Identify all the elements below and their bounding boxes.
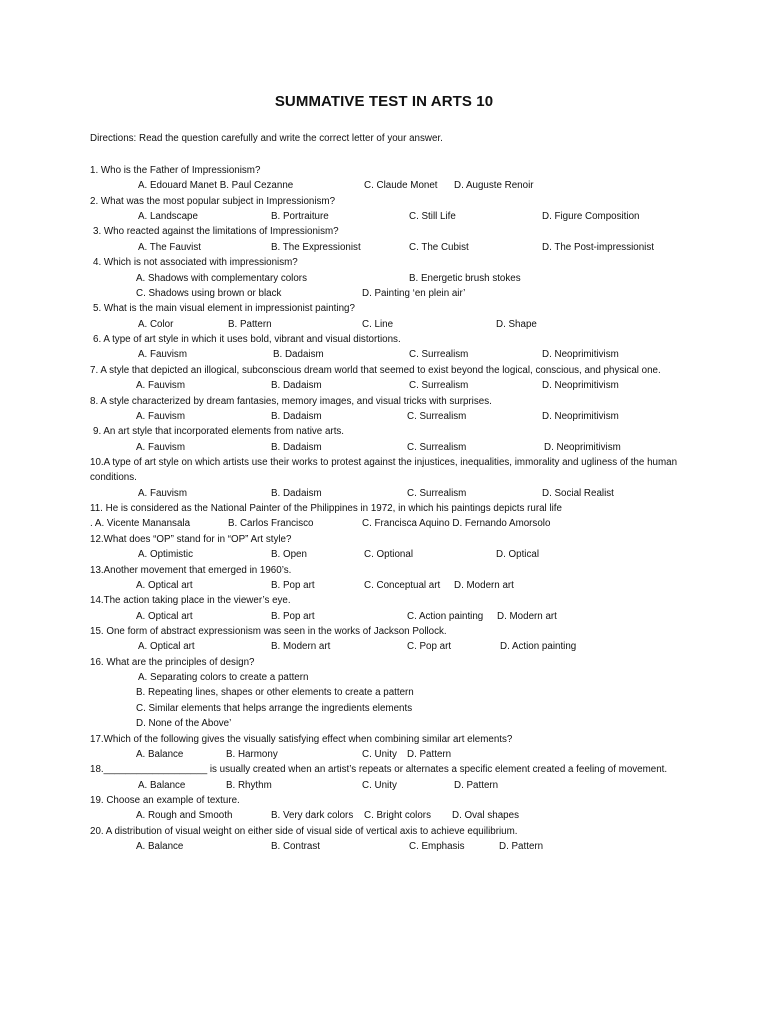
options-row bbox=[90, 547, 680, 562]
option: A. Landscape bbox=[138, 211, 198, 223]
question-2: 2. What was the most popular subject in Impressionism? bbox=[90, 195, 336, 207]
option: B. Very dark colors bbox=[271, 810, 354, 822]
option: A. Separating colors to create a pattern bbox=[138, 672, 309, 684]
option: C. Surrealism bbox=[409, 380, 469, 392]
option: D. Neoprimitivism bbox=[544, 441, 621, 453]
option: C. Unity bbox=[362, 748, 397, 760]
option: B. The Expressionist bbox=[271, 241, 361, 253]
options-row bbox=[90, 778, 680, 793]
option: A. Balance bbox=[136, 748, 184, 760]
option: D. Pattern bbox=[454, 779, 499, 791]
question-11: 11. He is considered as the National Painter of the Philippines in 1972, in which his paintings depicts rural life bbox=[90, 503, 562, 515]
directions-text: Directions: Read the question carefully and write the correct letter of your answer. bbox=[90, 133, 443, 144]
question-4: 4. Which is not associated with impressionism? bbox=[93, 257, 298, 269]
question-7: 7. A style that depicted an illogical, subconscious dream world that seemed to exist beyond the logical, conscious, and physical one. bbox=[90, 364, 661, 376]
option: B. Harmony bbox=[226, 748, 278, 760]
question-10: 10.A type of art style on which artists use their works to protest against the injustices, inequalities, immorality and ugliness of the human conditions. bbox=[90, 456, 678, 484]
option: C. Bright colors bbox=[364, 810, 431, 822]
option: D. Pattern bbox=[499, 841, 544, 853]
option: D. None of the Above’ bbox=[136, 718, 232, 730]
option: B. Rhythm bbox=[226, 779, 272, 791]
option: B. Dadaism bbox=[271, 410, 322, 422]
option: A. Fauvism bbox=[136, 410, 185, 422]
options-row bbox=[90, 808, 680, 823]
option: B. Repeating lines, shapes or other elements to create a pattern bbox=[136, 687, 414, 699]
question-9: 9. An art style that incorporated elements from native arts. bbox=[93, 426, 345, 438]
question-6: 6. A type of art style in which it uses bold, vibrant and visual distortions. bbox=[93, 334, 401, 346]
options-row bbox=[90, 409, 680, 424]
option: C. Conceptual art bbox=[364, 579, 441, 591]
option: C. Surrealism bbox=[407, 487, 467, 499]
option: C. The Cubist bbox=[409, 241, 469, 253]
option: A. Optical art bbox=[136, 610, 193, 622]
options-row bbox=[90, 639, 680, 654]
option: C. Pop art bbox=[407, 641, 452, 653]
options-row bbox=[90, 378, 680, 393]
option: D. Figure Composition bbox=[542, 211, 640, 223]
option: D. Neoprimitivism bbox=[542, 410, 619, 422]
option: B. Modern art bbox=[271, 641, 331, 653]
option: A. Balance bbox=[138, 779, 186, 791]
option: C. Still Life bbox=[409, 211, 456, 223]
option: C. Line bbox=[362, 318, 394, 330]
option: C. Similar elements that helps arrange the ingredients elements bbox=[136, 702, 413, 714]
option: B. Dadaism bbox=[273, 349, 324, 361]
option: A. The Fauvist bbox=[138, 241, 201, 253]
option: C. Surrealism bbox=[409, 349, 469, 361]
option: B. Dadaism bbox=[271, 487, 322, 499]
option: B. Contrast bbox=[271, 841, 321, 853]
options-row bbox=[90, 747, 680, 762]
option: B. Dadaism bbox=[271, 380, 322, 392]
question-13: 13.Another movement that emerged in 1960’s. bbox=[90, 564, 292, 576]
option: D. Modern art bbox=[497, 610, 557, 622]
question-14: 14.The action taking place in the viewer’s eye. bbox=[90, 595, 291, 607]
options-row bbox=[90, 286, 680, 301]
question-20: 20. A distribution of visual weight on either side of visual side of vertical axis to achieve equilibrium. bbox=[90, 825, 518, 837]
option: D. Oval shapes bbox=[452, 810, 519, 822]
question-17: 17.Which of the following gives the visually satisfying effect when combining similar art elements? bbox=[90, 733, 513, 745]
option: D. Optical bbox=[496, 549, 540, 561]
option: C. Surrealism bbox=[407, 441, 467, 453]
option: D. Auguste Renoir bbox=[454, 180, 534, 192]
options-row bbox=[90, 839, 680, 854]
option: A. Shadows with complementary colors bbox=[136, 272, 307, 284]
question-12: 12.What does “OP” stand for in “OP” Art style? bbox=[90, 533, 292, 545]
page-title: SUMMATIVE TEST IN ARTS 10 bbox=[274, 93, 494, 110]
option: D. Painting ‘en plein air’ bbox=[362, 287, 466, 299]
options-stack bbox=[90, 670, 680, 731]
option: . A. Vicente Manansala bbox=[90, 518, 191, 530]
option: C. Action painting bbox=[407, 610, 484, 622]
option: A. Optical art bbox=[138, 641, 195, 653]
options-row bbox=[90, 317, 680, 332]
options-row bbox=[90, 178, 680, 193]
option: B. Dadaism bbox=[271, 441, 322, 453]
question-18: 18.___________________ is usually created when an artist’s repeats or alternates a specific element created a feeling of movement. bbox=[90, 764, 668, 776]
option: B. Pop art bbox=[271, 610, 315, 622]
option: A. Fauvism bbox=[138, 487, 187, 499]
options-row bbox=[90, 486, 680, 501]
question-3: 3. Who reacted against the limitations of Impressionism? bbox=[93, 226, 339, 238]
option: D. Neoprimitivism bbox=[542, 380, 619, 392]
options-row bbox=[90, 440, 680, 455]
option: A. Rough and Smooth bbox=[136, 810, 233, 822]
option: C. Claude Monet bbox=[364, 180, 438, 192]
option: C. Shadows using brown or black bbox=[136, 287, 282, 299]
options-row bbox=[90, 578, 680, 593]
option: B. Pop art bbox=[271, 579, 315, 591]
option: C. Francisca Aquino D. Fernando Amorsolo bbox=[362, 518, 551, 530]
option: B. Energetic brush stokes bbox=[409, 272, 521, 284]
option: A. Optimistic bbox=[138, 549, 193, 561]
option: B. Carlos Francisco bbox=[228, 518, 314, 530]
question-16: 16. What are the principles of design? bbox=[90, 656, 255, 668]
option: A. Fauvism bbox=[136, 441, 185, 453]
option: A. Optical art bbox=[136, 579, 193, 591]
option: A. Fauvism bbox=[138, 349, 187, 361]
option: A. Color bbox=[138, 318, 174, 330]
option: C. Emphasis bbox=[409, 841, 465, 853]
option: D. Modern art bbox=[454, 579, 514, 591]
option: B. Portraiture bbox=[271, 211, 329, 223]
options-row bbox=[90, 240, 680, 255]
option: C. Optional bbox=[364, 549, 414, 561]
option: C. Surrealism bbox=[407, 410, 467, 422]
options-row bbox=[90, 209, 680, 224]
option: D. Social Realist bbox=[542, 487, 614, 499]
option: D. The Post-impressionist bbox=[542, 241, 654, 253]
option: D. Action painting bbox=[500, 641, 577, 653]
question-15: 15. One form of abstract expressionism was seen in the works of Jackson Pollock. bbox=[90, 626, 447, 638]
option: D. Neoprimitivism bbox=[542, 349, 619, 361]
option: A. Fauvism bbox=[136, 380, 185, 392]
options-row bbox=[90, 516, 680, 531]
options-row bbox=[90, 271, 680, 286]
option: A. Balance bbox=[136, 841, 184, 853]
option: D. Shape bbox=[496, 318, 537, 330]
option: C. Unity bbox=[362, 779, 397, 791]
option: D. Pattern bbox=[407, 748, 452, 760]
question-19: 19. Choose an example of texture. bbox=[90, 795, 240, 807]
option: B. Pattern bbox=[228, 318, 272, 330]
questions-list bbox=[90, 163, 680, 855]
option: A. Edouard Manet B. Paul Cezanne bbox=[138, 180, 294, 192]
option: B. Open bbox=[271, 549, 307, 561]
question-8: 8. A style characterized by dream fantasies, memory images, and visual tricks with surprises. bbox=[90, 395, 492, 407]
options-row bbox=[90, 609, 680, 624]
question-5: 5. What is the main visual element in impressionist painting? bbox=[93, 303, 355, 315]
options-row bbox=[90, 347, 680, 362]
question-1: 1. Who is the Father of Impressionism? bbox=[90, 165, 261, 176]
